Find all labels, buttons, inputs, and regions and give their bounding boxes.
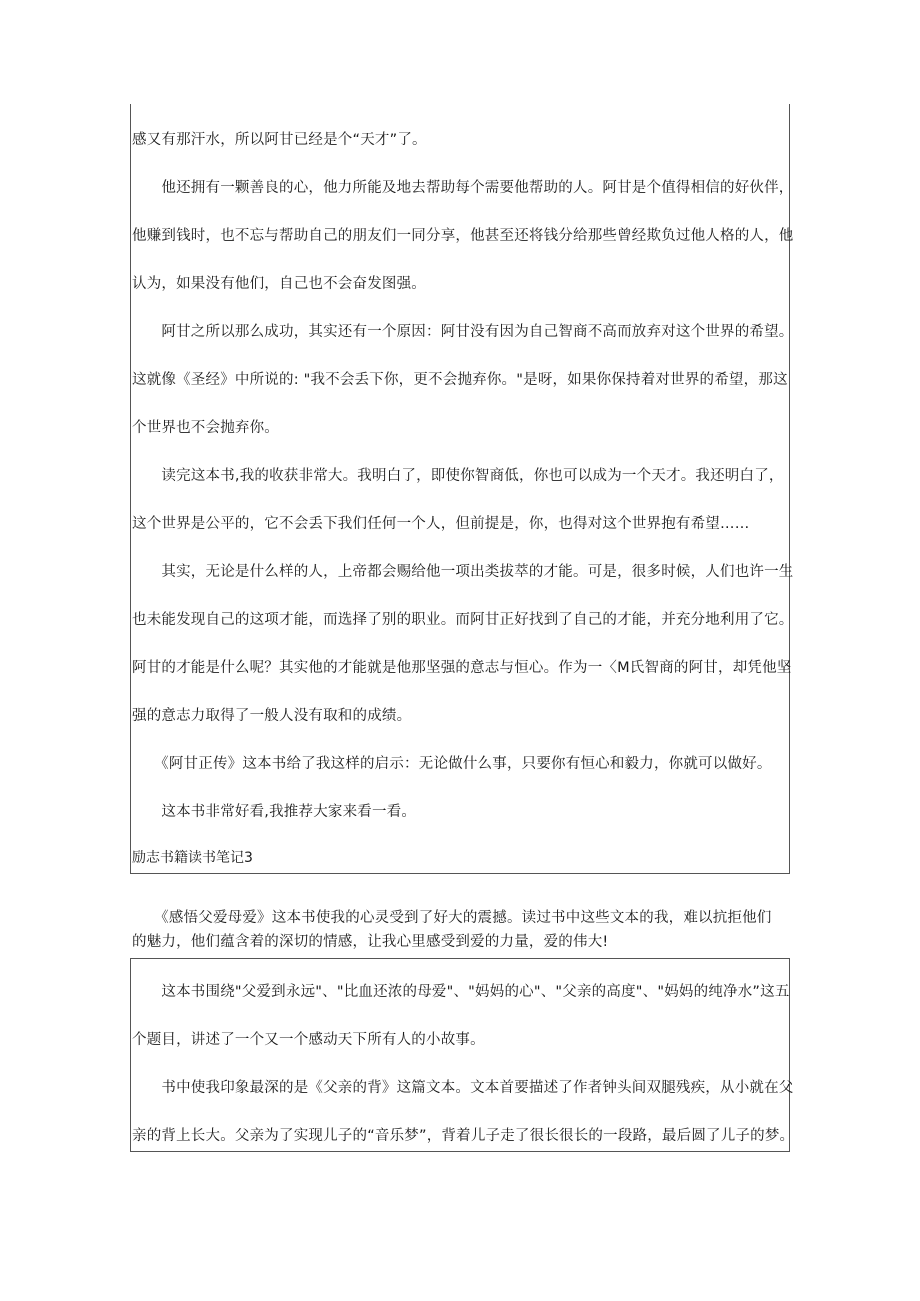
paragraph-line: 读完这本书,我的收获非常大。我明白了，即使你智商低，你也可以成为一个天才。我还明白了， xyxy=(132,468,784,484)
paragraph-line: 其实，无论是什么样的人，上帝都会赐给他一项出类拔萃的才能。可是，很多时候，人们也许一生 xyxy=(132,564,794,580)
paragraph-line: 阿甘的才能是什么呢？其实他的才能就是他那坚强的意志与恒心。作为一〈M氏智商的阿甘，却凭他坚 xyxy=(132,660,792,676)
paragraph-line: 阿甘之所以那么成功，其实还有一个原因：阿甘没有因为自己智商不高而放弃对这个世界的希望。 xyxy=(132,324,794,340)
paragraph-line: 感又有那汗水，所以阿甘已经是个“天才”了。 xyxy=(132,132,427,148)
section-heading: 励志书籍读书笔记3 xyxy=(132,850,253,866)
paragraph-line: 他赚到钱时，也不忘与帮助自己的朋友们一同分享，他甚至还将钱分给那些曾经欺负过他人格的人，他 xyxy=(132,228,794,244)
paragraph-line: 的魅力，他们蕴含着的深切的情感，让我心里感受到爱的力量，爱的伟大! xyxy=(132,934,609,950)
paragraph-line: 亲的背上长大。父亲为了实现儿子的“音乐梦”，背着儿子走了很长很长的一段路，最后圆了儿子的梦。 xyxy=(132,1128,795,1144)
paragraph-line: 《感悟父爱母爱》这本书使我的心灵受到了好大的震撼。读过书中这些文本的我，难以抗拒他们 xyxy=(132,910,772,926)
paragraph-line: 这就像《圣经》中所说的: "我不会丢下你，更不会抛弃你。"是呀，如果你保持着对世界的希望，那这 xyxy=(132,372,788,388)
paragraph-line: 也未能发现自己的这项才能，而选择了别的职业。而阿甘正好找到了自己的才能，并充分地利用了它。 xyxy=(132,612,794,628)
paragraph-line: 这本书非常好看,我推荐大家来看一看。 xyxy=(132,804,417,820)
paragraph-line: 《阿甘正传》这本书给了我这样的启示：无论做什么事，只要你有恒心和毅力，你就可以做好。 xyxy=(132,756,772,772)
paragraph-line: 认为，如果没有他们，自己也不会奋发图强。 xyxy=(132,276,426,292)
paragraph-line: 强的意志力取得了一般人没有取和的成绩。 xyxy=(132,708,412,724)
paragraph-line: 这个世界是公平的，它不会丢下我们任何一个人，但前提是，你，也得对这个世界抱有希望…… xyxy=(132,516,750,532)
paragraph-line: 个题目，讲述了一个又一个感动天下所有人的小故事。 xyxy=(132,1032,485,1048)
paragraph-line: 个世界也不会抛弃你。 xyxy=(132,420,279,436)
paragraph-line: 这本书围绕"父爱到永远"、"比血还浓的母爱"、"妈妈的心"、"父亲的高度"、"妈妈的纯净水”这五 xyxy=(132,984,790,1000)
paragraph-line: 书中使我印象最深的是《父亲的背》这篇文本。文本首要描述了作者钟头间双腿残疾，从小就在父 xyxy=(132,1080,794,1096)
paragraph-line: 他还拥有一颗善良的心，他力所能及地去帮助每个需要他帮助的人。阿甘是个值得相信的好伙伴， xyxy=(132,180,794,196)
